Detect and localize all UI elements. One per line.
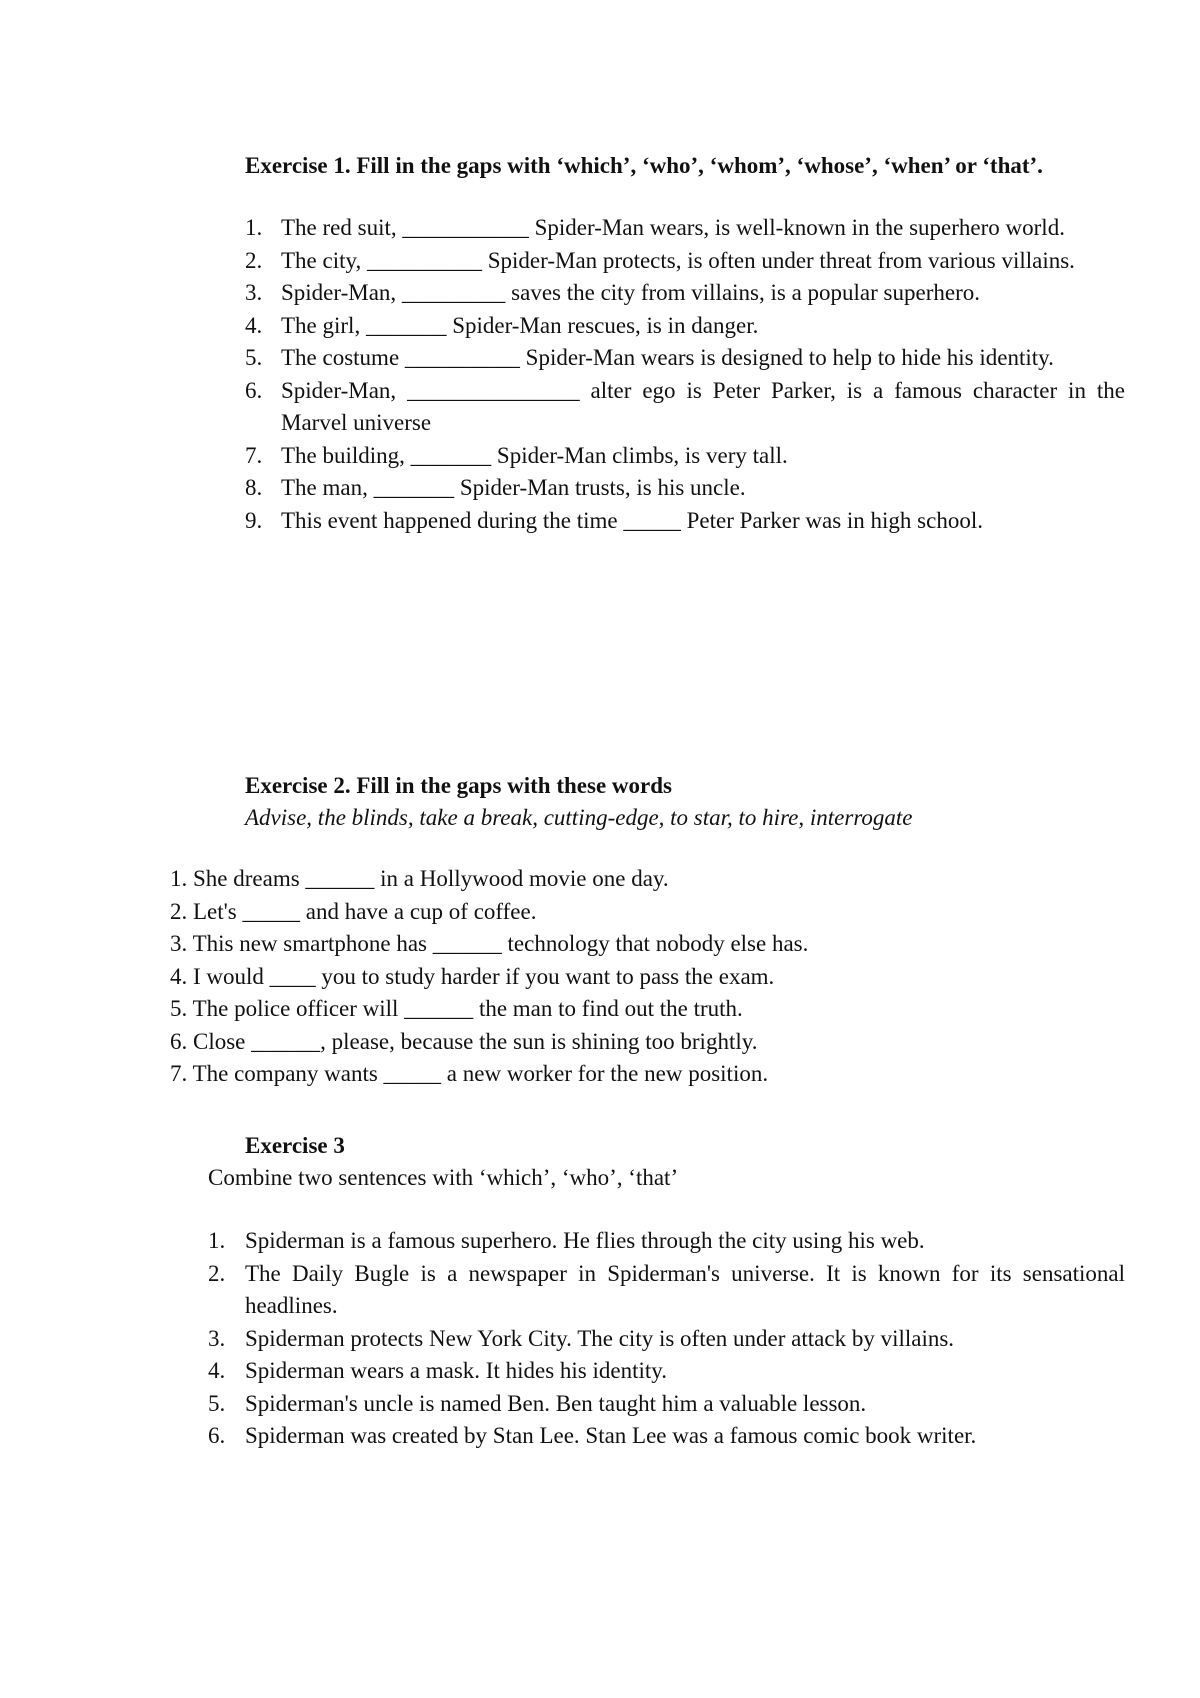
list-item: 7. The company wants _____ a new worker for the new position. xyxy=(170,1061,769,1086)
item-text: The building, _______ Spider-Man climbs, is very tall. xyxy=(281,442,788,468)
item-number: 2. xyxy=(245,247,263,273)
exercise-2-word-bank: Advise, the blinds, take a break, cutting-edge, to star, to hire, interrogate xyxy=(245,805,913,830)
exercise-3-instruction: Combine two sentences with ‘which’, ‘who’, ‘that’ xyxy=(208,1165,679,1190)
item-text: Spider-Man, _________ saves the city from villains, is a popular superhero. xyxy=(281,280,980,305)
item-number: 5. xyxy=(245,345,263,370)
item-text: This event happened during the time _____ Peter Parker was in high school. xyxy=(281,507,983,533)
item-number: 4. xyxy=(245,312,263,338)
list-item xyxy=(208,1388,1125,1421)
list-item: 1. She dreams ______ in a Hollywood movie one day. xyxy=(170,866,669,891)
item-number: 2. xyxy=(208,1260,226,1286)
item-text: Spiderman is a famous superhero. He flies through the city using his web. xyxy=(245,1228,925,1253)
list-item xyxy=(245,440,1125,473)
item-number: 5. xyxy=(208,1390,226,1416)
list-item xyxy=(245,505,1125,538)
list-item xyxy=(208,1323,1125,1356)
item-number: 6. xyxy=(245,377,263,403)
item-number: 9. xyxy=(245,507,263,533)
list-item xyxy=(245,310,1125,343)
item-number: 3. xyxy=(245,280,263,305)
list-item: 5. The police officer will ______ the man to find out the truth. xyxy=(170,996,743,1021)
item-number: 1. xyxy=(245,215,263,240)
item-text: Spiderman wears a mask. It hides his identity. xyxy=(245,1358,668,1383)
item-text: Spiderman protects New York City. The city is often under attack by villains. xyxy=(245,1325,955,1351)
list-item xyxy=(245,245,1125,278)
item-text: The girl, _______ Spider-Man rescues, is in danger. xyxy=(281,312,759,338)
item-number: 6. xyxy=(208,1423,226,1448)
list-item xyxy=(245,277,1125,310)
list-item xyxy=(208,1225,1125,1258)
exercise-2 xyxy=(245,770,1125,834)
exercise-1-list xyxy=(245,212,1125,537)
item-number: 7. xyxy=(245,442,263,468)
item-text: The red suit, ___________ Spider-Man wears, is well-known in the superhero world. xyxy=(281,215,1065,240)
item-text: Spider-Man, _______________ alter ego is Peter Parker, is a famous character in the Marvel universe xyxy=(281,377,1125,435)
list-item: 3. This new smartphone has ______ technology that nobody else has. xyxy=(170,931,809,956)
item-number: 8. xyxy=(245,475,263,500)
item-number: 1. xyxy=(208,1228,226,1253)
list-item: 4. I would ____ you to study harder if you want to pass the exam. xyxy=(170,963,775,989)
item-text: The city, __________ Spider-Man protects, is often under threat from various villains. xyxy=(281,247,1075,273)
exercise-3-list xyxy=(208,1225,1125,1453)
exercise-1-title: Exercise 1. Fill in the gaps with ‘which’, ‘who’, ‘whom’, ‘whose’, ‘when’ or ‘that’. xyxy=(245,153,1043,178)
list-item: 2. Let's _____ and have a cup of coffee. xyxy=(170,898,537,924)
exercise-1 xyxy=(245,150,1125,537)
list-item xyxy=(245,342,1125,375)
list-item: 6. Close ______, please, because the sun is shining too brightly. xyxy=(170,1028,758,1054)
item-number: 4. xyxy=(208,1358,226,1383)
list-item xyxy=(245,375,1125,440)
item-text: The Daily Bugle is a newspaper in Spiderman's universe. It is known for its sensational headlines. xyxy=(245,1260,1125,1318)
item-text: The costume __________ Spider-Man wears is designed to help to hide his identity. xyxy=(281,345,1054,370)
item-text: Spiderman's uncle is named Ben. Ben taught him a valuable lesson. xyxy=(245,1390,867,1416)
item-text: Spiderman was created by Stan Lee. Stan Lee was a famous comic book writer. xyxy=(245,1423,977,1448)
exercise-2-list xyxy=(170,863,1070,1091)
exercise-2-title: Exercise 2. Fill in the gaps with these words xyxy=(245,773,672,798)
list-item xyxy=(245,472,1125,505)
list-item xyxy=(208,1258,1125,1323)
list-item xyxy=(208,1420,1125,1453)
list-item xyxy=(245,212,1125,245)
exercise-3-title: Exercise 3 xyxy=(245,1133,345,1158)
item-number: 3. xyxy=(208,1325,226,1351)
item-text: The man, _______ Spider-Man trusts, is his uncle. xyxy=(281,475,746,500)
list-item xyxy=(208,1355,1125,1388)
